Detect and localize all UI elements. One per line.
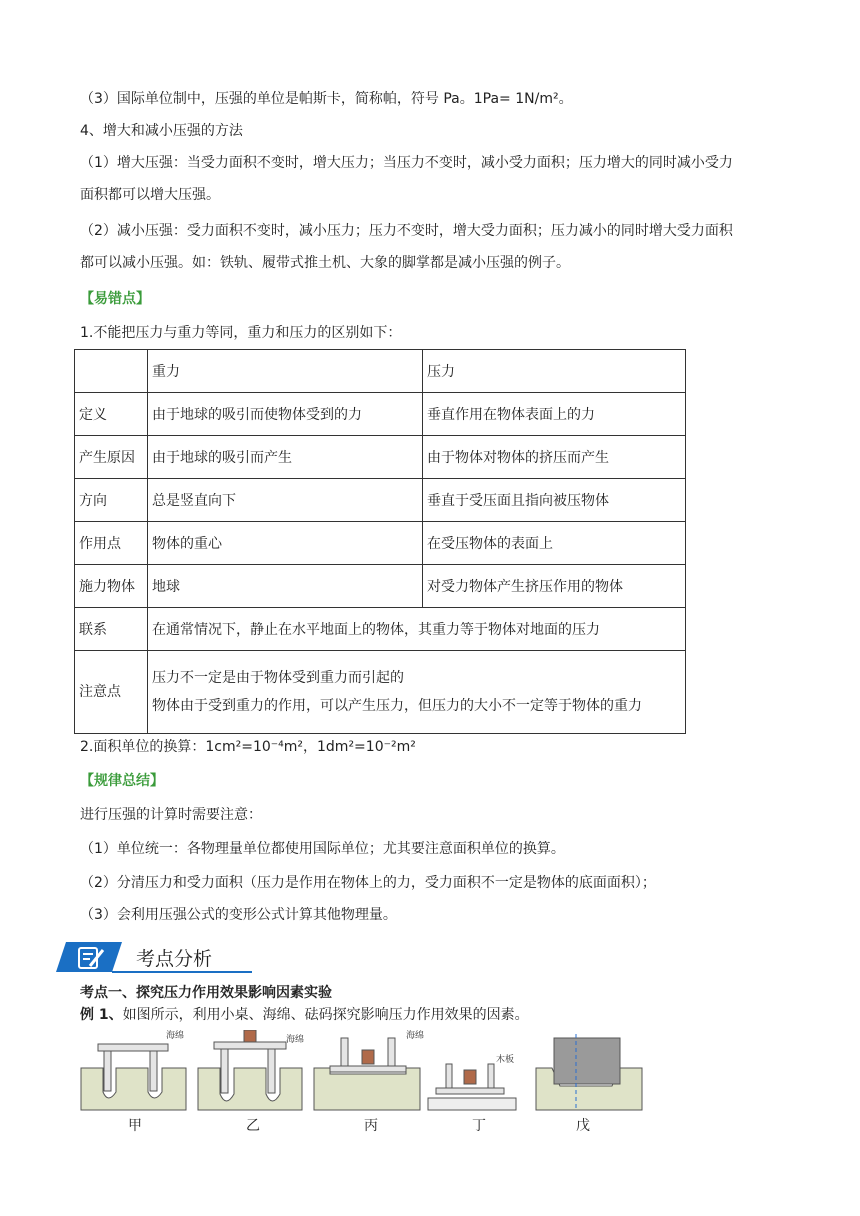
example-text: 如图所示，利用小桌、海绵、砝码探究影响压力作用效果的因素。 xyxy=(122,1007,529,1023)
table-row xyxy=(75,436,686,479)
table-header-pressure: 压力 xyxy=(423,350,686,393)
summary-point3: （3）会利用压强公式的变形公式计算其他物理量。 xyxy=(80,907,397,923)
decrease-pressure-line2: 都可以减小压强。如：铁轨、履带式推土机、大象的脚掌都是减小压强的例子。 xyxy=(80,255,570,271)
table-row xyxy=(75,608,686,651)
table-header-row xyxy=(75,350,686,393)
table-cell: 注意点 xyxy=(75,651,148,734)
summary-intro: 进行压强的计算时需要注意： xyxy=(80,807,262,823)
summary-heading: 【规律总结】 xyxy=(80,773,164,789)
sponge-label: 海绵 xyxy=(286,1034,305,1044)
summary-point2: （2）分清压力和受力面积（压力是作用在物体上的力，受力面积不一定是物体的底面面积）； xyxy=(80,875,656,891)
figure-label: 丙 xyxy=(364,1117,378,1133)
sponge-label: 海绵 xyxy=(406,1030,425,1040)
section4-title: 4、增大和减小压强的方法 xyxy=(80,123,243,139)
increase-pressure-line2: 面积都可以增大压强。 xyxy=(80,187,220,203)
table-cell: 在受压物体的表面上 xyxy=(423,522,686,565)
table-cell xyxy=(75,350,148,393)
example-label: 例 1、 xyxy=(80,1007,123,1023)
table-cell: 施力物体 xyxy=(75,565,148,608)
table-cell xyxy=(148,651,686,734)
table-cell: 对受力物体产生挤压作用的物体 xyxy=(423,565,686,608)
figure-bing xyxy=(314,1030,424,1133)
sponge-label: 海绵 xyxy=(166,1030,185,1040)
table-cell: 由于地球的吸引而产生 xyxy=(148,436,423,479)
table-row xyxy=(75,393,686,436)
table-cell: 垂直作用在物体表面上的力 xyxy=(423,393,686,436)
section-banner xyxy=(56,940,256,974)
table-row xyxy=(75,565,686,608)
mistakes-item2: 2.面积单位的换算：1cm²=10⁻⁴m²，1dm²=10⁻²m² xyxy=(80,739,416,755)
gravity-pressure-table xyxy=(74,349,686,734)
table-row xyxy=(75,522,686,565)
decrease-pressure-line1: （2）减小压强：受力面积不变时，减小压力；压力不变时，增大受力面积；压力减小的同时增大受力面积 xyxy=(80,223,733,239)
table-row xyxy=(75,651,686,734)
table-header-gravity: 重力 xyxy=(148,350,423,393)
figure-label: 丁 xyxy=(472,1117,486,1133)
mistakes-heading: 【易错点】 xyxy=(80,291,150,307)
table-cell: 总是竖直向下 xyxy=(148,479,423,522)
table-cell: 方向 xyxy=(75,479,148,522)
table-cell: 由于物体对物体的挤压而产生 xyxy=(423,436,686,479)
banner-title: 考点分析 xyxy=(136,948,213,970)
mistakes-item1: 1.不能把压力与重力等同，重力和压力的区别如下： xyxy=(80,325,402,341)
table-cell: 联系 xyxy=(75,608,148,651)
figure-wu xyxy=(536,1034,642,1133)
figure-jia xyxy=(81,1030,186,1133)
summary-point1: （1）单位统一：各物理量单位都使用国际单位；尤其要注意面积单位的换算。 xyxy=(80,841,565,857)
unit-paragraph: （3）国际单位制中，压强的单位是帕斯卡，简称帕，符号 Pa。1Pa= 1N/m²。 xyxy=(80,91,573,107)
increase-pressure-line1: （1）增大压强：当受力面积不变时，增大压力；当压力不变时，减小受力面积；压力增大的同时减小受力 xyxy=(80,155,733,171)
example1 xyxy=(80,1004,529,1024)
note-line2: 物体由于受到重力的作用，可以产生压力，但压力的大小不一定等于物体的重力 xyxy=(152,698,642,714)
table-cell: 物体的重心 xyxy=(148,522,423,565)
figure-label: 戊 xyxy=(576,1117,590,1133)
notepad-pencil-icon xyxy=(76,944,106,974)
table-cell: 产生原因 xyxy=(75,436,148,479)
table-cell: 定义 xyxy=(75,393,148,436)
table-cell: 垂直于受压面且指向被压物体 xyxy=(423,479,686,522)
figure-ding xyxy=(428,1053,516,1133)
figure-yi xyxy=(198,1030,304,1133)
table-cell: 作用点 xyxy=(75,522,148,565)
figure-label: 乙 xyxy=(246,1117,260,1133)
table-cell: 地球 xyxy=(148,565,423,608)
point1-title: 考点一、探究压力作用效果影响因素实验 xyxy=(80,985,332,1001)
experiment-figure xyxy=(76,1030,646,1140)
figure-label: 甲 xyxy=(128,1117,142,1133)
table-cell: 在通常情况下，静止在水平地面上的物体，其重力等于物体对地面的压力 xyxy=(148,608,686,651)
table-row xyxy=(75,479,686,522)
table-cell: 由于地球的吸引而使物体受到的力 xyxy=(148,393,423,436)
note-line1: 压力不一定是由于物体受到重力而引起的 xyxy=(152,670,404,686)
board-label: 木板 xyxy=(496,1054,515,1064)
